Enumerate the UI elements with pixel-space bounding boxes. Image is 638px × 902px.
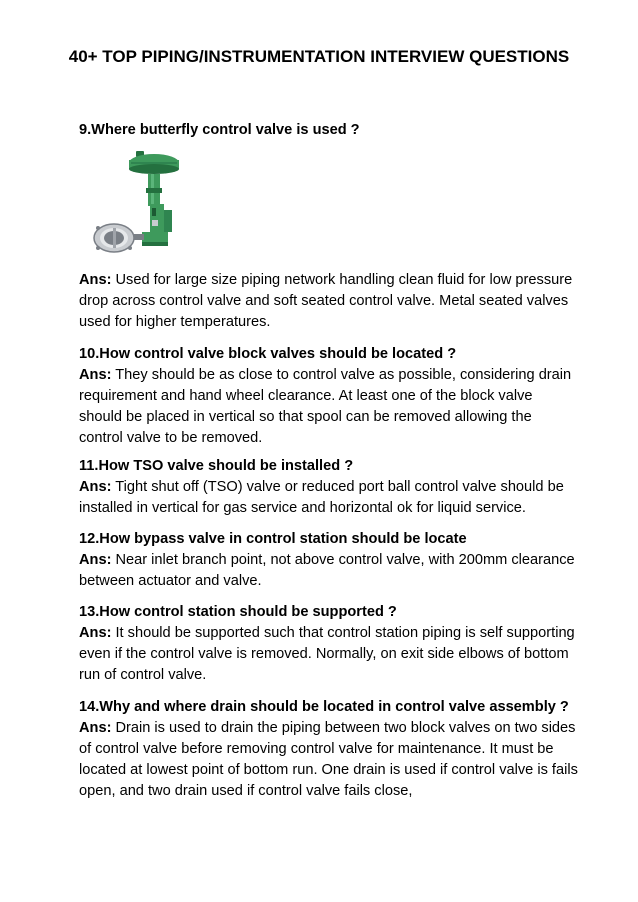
answer-9 bbox=[79, 270, 579, 333]
question-13 bbox=[79, 602, 579, 686]
question-12 bbox=[79, 529, 579, 592]
answer-label: Ans: bbox=[79, 367, 112, 383]
question-11 bbox=[79, 456, 579, 519]
question-9 bbox=[79, 120, 579, 141]
butterfly-control-valve-icon bbox=[84, 148, 184, 260]
answer-14-text: Drain is used to drain the piping between two block valves on two sides of control valve before removing control valve for maintenance. It must be located at lowest point of bottom run. One drain is used if control valve is fails open, and two drain used if control valve fails close, bbox=[79, 720, 578, 799]
question-14-text: 14.Why and where drain should be located in control valve assembly ? bbox=[79, 699, 569, 715]
answer-10-text: They should be as close to control valve as possible, considering drain requirement and hand wheel clearance. At least one of the block valve should be placed in vertical so that spool can be removed allowing the control valve to be removed. bbox=[79, 367, 572, 446]
answer-label: Ans: bbox=[79, 625, 112, 641]
answer-label: Ans: bbox=[79, 272, 112, 288]
question-11-text: 11.How TSO valve should be installed ? bbox=[79, 458, 354, 474]
answer-13-text: It should be supported such that control station piping is self supporting even if the control valve is removed. Normally, on exit side elbows of bottom run of control valve. bbox=[79, 625, 575, 683]
question-14 bbox=[79, 697, 579, 802]
answer-label: Ans: bbox=[79, 720, 112, 736]
question-12-text: 12.How bypass valve in control station should be locate bbox=[79, 531, 467, 547]
question-13-text: 13.How control station should be supported ? bbox=[79, 604, 397, 620]
answer-9-text: Used for large size piping network handling clean fluid for low pressure drop across control valve and soft seated control valve. Metal seated valves used for higher temperatures. bbox=[79, 272, 573, 330]
answer-11-text: Tight shut off (TSO) valve or reduced port ball control valve should be installed in vertical for gas service and horizontal ok for liquid service. bbox=[79, 479, 564, 516]
page-title: 40+ TOP PIPING/INSTRUMENTATION INTERVIEW QUESTIONS bbox=[68, 47, 570, 66]
question-10 bbox=[79, 344, 579, 449]
answer-12-text: Near inlet branch point, not above control valve, with 200mm clearance between actuator and valve. bbox=[79, 552, 575, 589]
answer-label: Ans: bbox=[79, 479, 112, 495]
question-10-text: 10.How control valve block valves should be located ? bbox=[79, 346, 457, 362]
question-9-text: 9.Where butterfly control valve is used ? bbox=[79, 122, 360, 138]
answer-label: Ans: bbox=[79, 552, 112, 568]
